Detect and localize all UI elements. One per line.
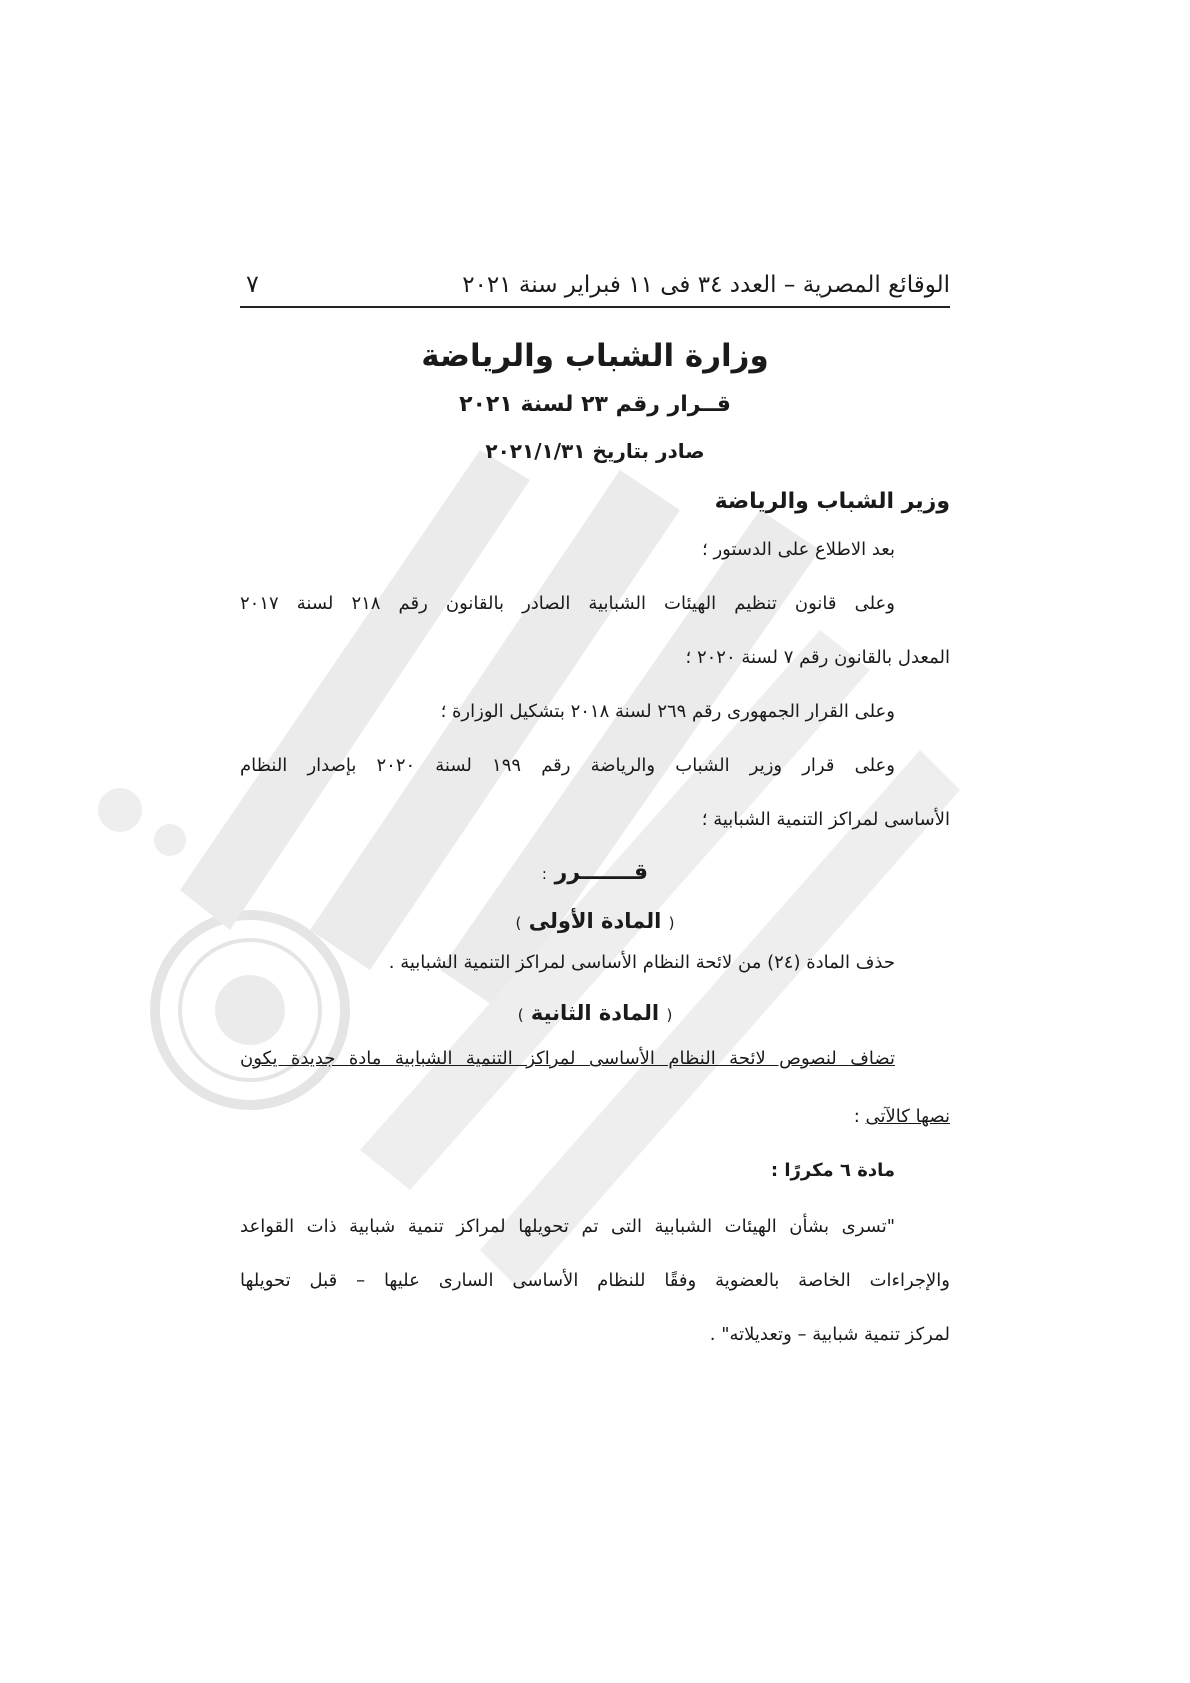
page-header [240, 270, 950, 308]
article2-quote-line3: لمركز تنمية شبابية – وتعديلاته" . [709, 1324, 950, 1345]
article2-subtitle: مادة ٦ مكررًا : [770, 1160, 895, 1181]
article2-quote-line2: والإجراءات الخاصة بالعضوية وفقًا للنظام الأساسى السارى عليها – قبل تحويلها [240, 1270, 950, 1291]
minister-title: وزير الشباب والرياضة [714, 489, 950, 514]
preamble-decree: وعلى القرار الجمهورى رقم ٢٦٩ لسنة ٢٠١٨ بتشكيل الوزارة ؛ [440, 701, 895, 722]
preamble-minister-decree-line2: الأساسى لمراكز التنمية الشبابية ؛ [701, 809, 950, 830]
decided-heading [240, 860, 950, 885]
decree-number: قــرار رقم ٢٣ لسنة ٢٠٢١ [459, 392, 731, 417]
gazette-title: الوقائع المصرية – العدد ٣٤ فى ١١ فبراير سنة ٢٠٢١ [462, 272, 950, 298]
article2-text-rest: : [853, 1106, 866, 1127]
preamble-law-line1: وعلى قانون تنظيم الهيئات الشبابية الصادر بالقانون رقم ٢١٨ لسنة ٢٠١٧ [240, 593, 895, 614]
article2-title: ( المادة الثانية ) [517, 1001, 673, 1025]
article2-title-text: المادة الثانية [530, 1001, 660, 1025]
decided-word: قـــــــرر [554, 860, 649, 885]
preamble-minister-decree-line1: وعلى قرار وزير الشباب والرياضة رقم ١٩٩ لسنة ٢٠٢٠ بإصدار النظام [240, 755, 895, 776]
page-number: ٧ [246, 270, 259, 298]
article2-quote-line1: "تسرى بشأن الهيئات الشبابية التى تم تحويلها لمراكز تنمية شبابية ذات القواعد [240, 1216, 895, 1237]
ministry-name: وزارة الشباب والرياضة [421, 338, 769, 374]
gazette-page [240, 270, 950, 1349]
article2-text-line2 [240, 1103, 950, 1131]
issued-date: صادر بتاريخ ٢٠٢١/١/٣١ [485, 439, 705, 463]
article2-text-line1: تضاف لنصوص لائحة النظام الأساسى لمراكز التنمية الشبابية مادة جديدة يكون [240, 1048, 895, 1069]
preamble-law-line2: المعدل بالقانون رقم ٧ لسنة ٢٠٢٠ ؛ [685, 647, 950, 668]
decided-colon: : [541, 865, 547, 883]
preamble-constitution: بعد الاطلاع على الدستور ؛ [702, 539, 895, 560]
article1-title-text: المادة الأولى [528, 909, 662, 933]
article2-underlined-text: نصها كالآتى [865, 1106, 950, 1127]
article1-title: ( المادة الأولى ) [515, 909, 675, 933]
article1-text: حذف المادة (٢٤) من لائحة النظام الأساسى لمراكز التنمية الشبابية . [388, 952, 895, 973]
